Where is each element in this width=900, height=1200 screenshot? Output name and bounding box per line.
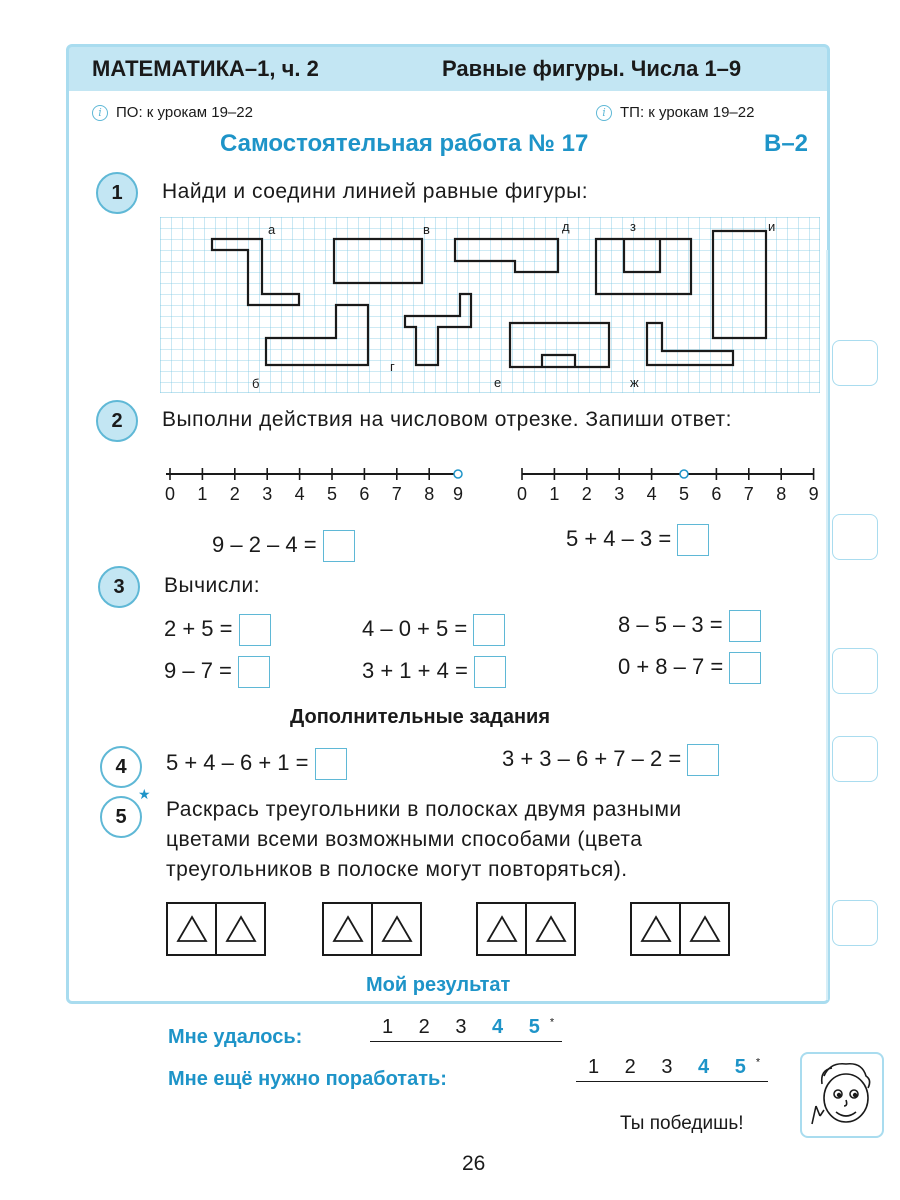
task-number-3: 3 [98,566,140,608]
scale-plain: 1 2 3 [382,1016,477,1038]
tick-label: 0 [164,484,176,504]
result-row1-label: Мне удалось: [168,1026,303,1048]
triangle-icon [688,914,722,944]
book-title: МАТЕМАТИКА–1, ч. 2 [92,56,319,81]
tick-label: 6 [359,484,370,504]
side-rail [826,250,828,1000]
avatar [800,1052,884,1138]
figure-label-a: а [268,222,276,237]
task5-line2: цветами всеми возможными способами (цвета [166,828,643,851]
triangle-cell[interactable] [168,904,215,954]
triangle-icon [224,914,258,944]
boy-face-icon [802,1054,882,1136]
scale-highlight: 4 5 [698,1056,756,1078]
po-text: ПО: к урокам 19–22 [116,104,253,121]
triangle-icon [331,914,365,944]
task-number-1: 1 [96,172,138,214]
tick-label: 6 [711,484,722,504]
tick-label: 0 [516,484,528,504]
extra-tasks-heading: Дополнительные задания [290,706,551,728]
triangle-cell[interactable] [215,904,264,954]
triangle-icon [534,914,568,944]
tick-label: 8 [424,484,435,504]
star-icon: ★ [138,786,151,802]
answer-box[interactable] [474,656,506,688]
self-rating-scale-1[interactable] [370,1016,562,1042]
expr-text: 3 + 1 + 4 = [362,657,468,683]
side-tab [832,340,878,386]
tick-label: 7 [391,484,402,504]
tick-label: 7 [743,484,754,504]
task-number-2: 2 [96,400,138,442]
tick-label: 4 [294,484,305,504]
expr-3-1 [164,614,271,646]
side-tab [832,736,878,782]
triangle-icon [485,914,519,944]
expr-4-right [502,744,719,776]
expr-3-6 [618,652,761,684]
triangle-cell[interactable] [679,904,728,954]
triangle-cell[interactable] [324,904,371,954]
triangle-strip-2 [322,902,422,956]
answer-box[interactable] [238,656,270,688]
expr-3-3 [618,610,761,642]
triangle-cell[interactable] [478,904,525,954]
start-point [680,470,688,478]
figure-label-e: е [494,375,502,390]
expr-text: 5 + 4 – 6 + 1 = [166,749,309,775]
expr-3-5 [362,656,506,688]
expr-text: 4 – 0 + 5 = [362,615,468,641]
tick-label: 1 [549,484,560,504]
figure-label-g: г [390,359,395,374]
side-tab [832,900,878,946]
triangle-cell[interactable] [632,904,679,954]
scale-plain: 1 2 3 [588,1056,683,1078]
tick-label: 8 [776,484,787,504]
answer-box[interactable] [473,614,505,646]
expr-text: 3 + 3 – 6 + 7 – 2 = [502,745,682,771]
task-number-4: 4 [100,746,142,788]
info-icon: i [596,105,612,121]
scale-star: * [755,1056,761,1069]
cheer-text: Ты победишь! [620,1113,744,1134]
scale-highlight: 4 5 [492,1016,550,1038]
expr-text: 9 – 2 – 4 = [212,531,317,557]
expr-text: 5 + 4 – 3 = [566,525,672,551]
answer-box[interactable] [677,524,709,556]
tick-label: 3 [262,484,273,504]
tp-reference [596,104,754,121]
number-line-left [160,458,470,506]
answer-box[interactable] [239,614,271,646]
triangle-cell[interactable] [525,904,574,954]
answer-box[interactable] [315,748,347,780]
tick-label: 5 [678,484,690,504]
figure-label-d: д [562,219,570,234]
triangle-icon [380,914,414,944]
expr-4-left [166,748,347,780]
figure-label-i: и [768,219,776,234]
variant-label: В–2 [764,130,809,157]
task3-text: Вычисли: [164,574,261,597]
expr-text: 8 – 5 – 3 = [618,611,723,637]
start-point [454,470,462,478]
tick-label: 9 [808,484,819,504]
scale-star: * [549,1016,555,1029]
figure-label-zh: ж [630,375,639,390]
figures-grid [160,217,820,393]
expr-2-left [212,530,355,562]
number-line-right [512,458,822,506]
tick-label: 2 [229,484,240,504]
task5-line3: треугольников в полоске могут повторяться). [166,858,628,881]
expr-3-4 [164,656,270,688]
answer-box[interactable] [729,652,761,684]
answer-box[interactable] [687,744,719,776]
tp-text: ТП: к урокам 19–22 [620,104,755,121]
expr-text: 9 – 7 = [164,657,232,683]
result-row2-label: Мне ещё нужно поработать: [168,1068,447,1090]
task1-text: Найди и соедини линией равные фигуры: [162,180,589,203]
triangle-strip-4 [630,902,730,956]
expr-2-right [566,524,709,556]
po-reference [92,104,253,121]
side-tab [832,514,878,560]
task5-line1: Раскрась треугольники в полосках двумя разными [166,798,682,821]
tick-label: 9 [452,484,464,504]
task-number-5: 5 [100,796,142,838]
triangle-strip-1 [166,902,266,956]
figure-label-v: в [423,222,430,237]
answer-box[interactable] [323,530,355,562]
tick-label: 2 [581,484,592,504]
expr-text: 2 + 5 = [164,615,233,641]
result-title: Мой результат [366,974,511,996]
expr-text: 0 + 8 – 7 = [618,653,724,679]
topic-title: Равные фигуры. Числа 1–9 [442,56,742,81]
triangle-cell[interactable] [371,904,420,954]
expr-3-2 [362,614,505,646]
tick-label: 1 [197,484,208,504]
task2-text: Выполни действия на числовом отрезке. Запиши ответ: [162,408,733,431]
tick-label: 3 [614,484,625,504]
answer-box[interactable] [729,610,761,642]
work-title: Самостоятельная работа № 17 [220,130,589,157]
triangle-icon [639,914,673,944]
figure-label-z: з [630,219,636,234]
tick-label: 4 [646,484,657,504]
page-number: 26 [462,1152,486,1175]
triangle-strip-3 [476,902,576,956]
info-icon: i [92,105,108,121]
side-tab [832,648,878,694]
triangle-icon [175,914,209,944]
self-rating-scale-2[interactable] [576,1056,768,1082]
figure-label-b: б [252,376,260,391]
tick-label: 5 [326,484,338,504]
